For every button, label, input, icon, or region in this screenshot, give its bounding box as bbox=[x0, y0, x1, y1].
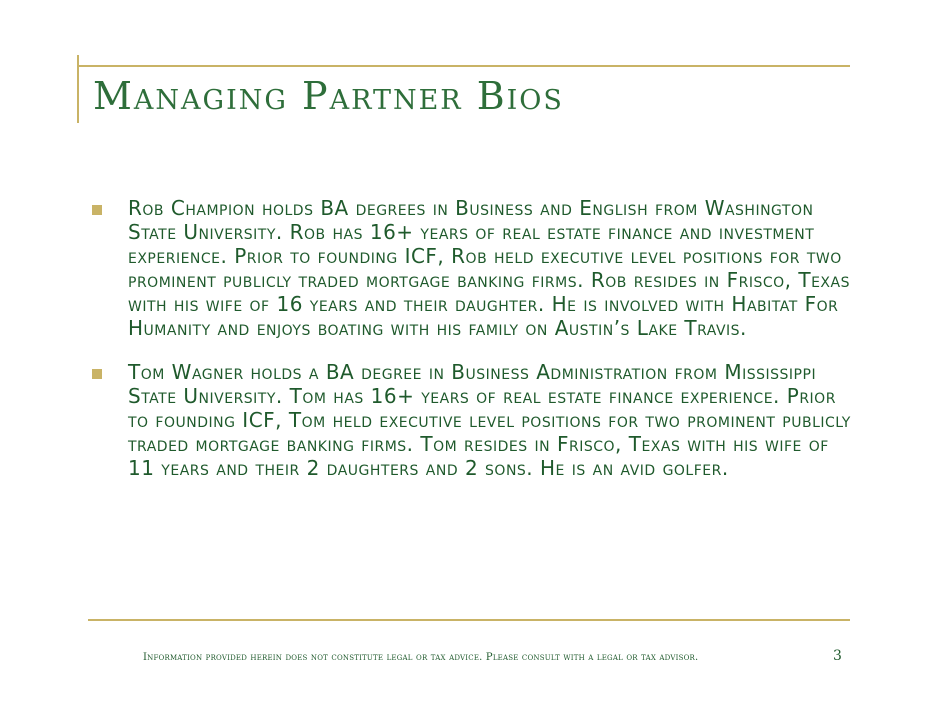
disclaimer-footer: Information provided herein does not constitute legal or tax advice. Please consult with a legal or tax advisor. bbox=[143, 652, 699, 663]
left-rule bbox=[77, 55, 79, 123]
bio-text-tom: Tom Wagner holds a BA degree in Business Administration from Mississippi State University. Tom has 16+ years of real estate finance experience. Prior to founding ICF, Tom held executive level positions for two prominent publicly traded mortgage banking firms. Tom resides in Frisco, Texas with his wife of 11 years and their 2 daughters and 2 sons. He is an avid golfer. bbox=[128, 360, 851, 480]
square-bullet-icon bbox=[92, 369, 102, 379]
bio-list bbox=[92, 196, 852, 480]
bio-text-rob: Rob Champion holds BA degrees in Business and English from Washington State University. Rob has 16+ years of real estate finance and investment experience. Prior to founding ICF, Rob held executive level positions for two prominent publicly traded mortgage banking firms. Rob resides in Frisco, Texas with his wife of 16 years and their daughter. He is involved with Habitat For Humanity and enjoys boating with his family on Austin’s Lake Travis. bbox=[128, 196, 850, 340]
slide-title: Managing Partner Bios bbox=[93, 74, 564, 118]
top-rule bbox=[78, 65, 850, 67]
bio-item-tom bbox=[92, 360, 852, 480]
page-number: 3 bbox=[833, 648, 842, 664]
bio-item-rob bbox=[92, 196, 852, 340]
bottom-rule bbox=[88, 619, 850, 621]
square-bullet-icon bbox=[92, 205, 102, 215]
